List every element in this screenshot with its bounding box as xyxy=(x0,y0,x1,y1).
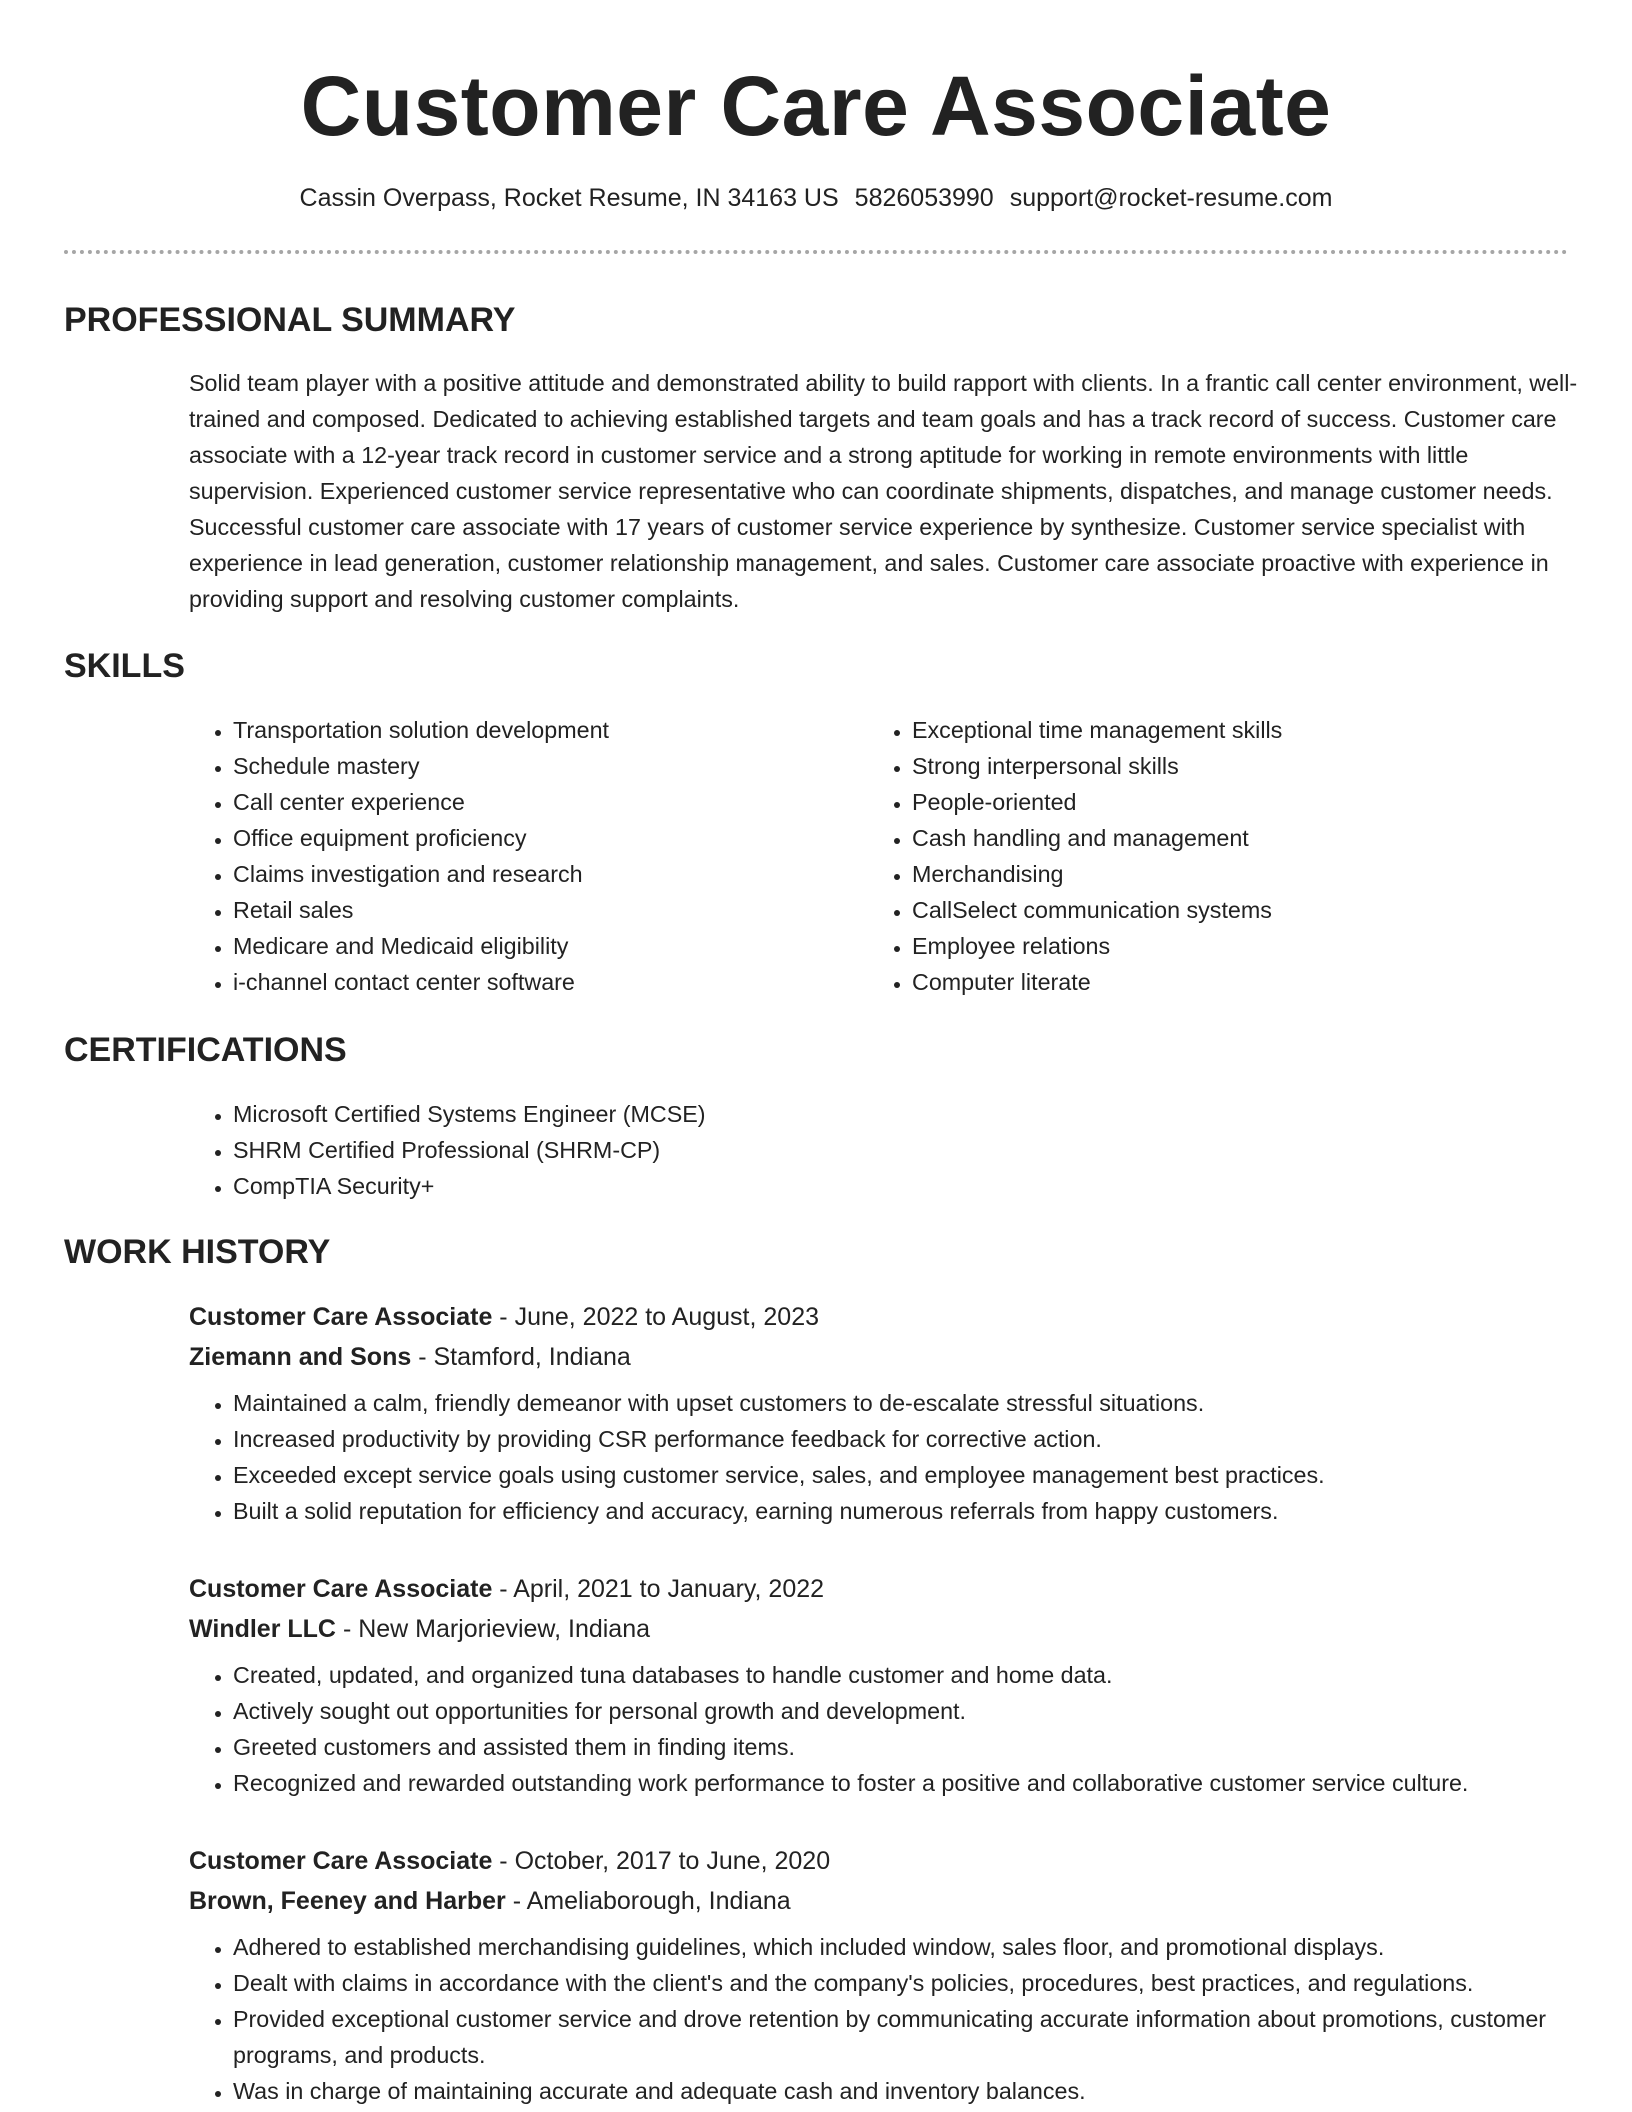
skill-item: • Retail sales xyxy=(233,892,839,928)
skill-item: • Cash handling and management xyxy=(912,820,1518,856)
job-bullet: • Provided exceptional customer service and drove retention by communicating accurate information about promotions, customer programs, and products. xyxy=(233,2001,1623,2073)
job-bullet: • Recognized and rewarded outstanding work performance to foster a positive and collaborative customer service culture. xyxy=(233,1765,1623,1801)
job-title: Customer Care Associate xyxy=(189,1303,493,1331)
job-bullet: • Created, updated, and organized tuna databases to handle customer and home data. xyxy=(233,1657,1623,1693)
job-bullets xyxy=(189,1929,1623,2109)
certifications-heading: CERTIFICATIONS xyxy=(64,1031,347,1069)
skill-item: • i-channel contact center software xyxy=(233,964,839,1000)
certifications-list xyxy=(189,1096,1189,1204)
skill-item: • Office equipment proficiency xyxy=(233,820,839,856)
job-company-line xyxy=(189,1881,1589,1921)
job-company-line xyxy=(189,1609,1589,1649)
skills-column-right xyxy=(868,712,1518,1000)
job-title-line xyxy=(189,1297,1589,1337)
skill-item: • Exceptional time management skills xyxy=(912,712,1518,748)
job-title: Customer Care Associate xyxy=(189,1575,493,1603)
skills-heading: SKILLS xyxy=(64,647,185,685)
job-company-line xyxy=(189,1337,1589,1377)
header-divider xyxy=(64,250,1568,254)
contact-email: support@rocket-resume.com xyxy=(1009,184,1333,212)
skills-list-left xyxy=(189,712,839,1000)
skill-item: • Medicare and Medicaid eligibility xyxy=(233,928,839,964)
job-location: - Stamford, Indiana xyxy=(411,1343,631,1371)
contact-line xyxy=(0,181,1632,215)
summary-heading: PROFESSIONAL SUMMARY xyxy=(64,301,516,339)
skills-column-left xyxy=(189,712,839,1000)
contact-address: Cassin Overpass, Rocket Resume, IN 34163 US xyxy=(299,184,839,212)
job-bullets xyxy=(189,1657,1623,1801)
skills-list-right xyxy=(868,712,1518,1000)
job-dates: - April, 2021 to January, 2022 xyxy=(492,1575,825,1603)
skill-item: • Claims investigation and research xyxy=(233,856,839,892)
job-location: - New Marjorieview, Indiana xyxy=(336,1615,651,1643)
job-bullet: • Increased productivity by providing CSR performance feedback for corrective action. xyxy=(233,1421,1623,1457)
skill-item: • People-oriented xyxy=(912,784,1518,820)
skill-item: • Transportation solution development xyxy=(233,712,839,748)
contact-phone: 5826053990 xyxy=(854,184,994,212)
skill-item: • Computer literate xyxy=(912,964,1518,1000)
job-title-line xyxy=(189,1841,1589,1881)
job-bullets xyxy=(189,1385,1623,1529)
skill-item: • Strong interpersonal skills xyxy=(912,748,1518,784)
certification-item: • CompTIA Security+ xyxy=(233,1168,1189,1204)
certifications-block xyxy=(189,1096,1189,1204)
job-bullet: • Maintained a calm, friendly demeanor with upset customers to de-escalate stressful situations. xyxy=(233,1385,1623,1421)
job-bullet: • Greeted customers and assisted them in finding items. xyxy=(233,1729,1623,1765)
job-company: Windler LLC xyxy=(189,1615,336,1643)
job-entry xyxy=(189,1569,1589,1801)
job-entry xyxy=(189,1297,1589,1529)
summary-text: Solid team player with a positive attitude and demonstrated ability to build rapport with clients. In a frantic call center environment, well-trained and composed. Dedicated to achieving established targets and team goals and has a track record of success. Customer care associate with a 12-year track record in customer service and a strong aptitude for working in remote environments with little supervision. Experienced customer service representative who can coordinate shipments, dispatches, and manage customer needs. Successful customer care associate with 17 years of customer service experience by synthesize. Customer service specialist with experience in lead generation, customer relationship management, and sales. Customer care associate proactive with experience in providing support and resolving customer complaints. xyxy=(189,370,1578,612)
job-entry xyxy=(189,1841,1589,2109)
job-title: Customer Care Associate xyxy=(189,1847,493,1875)
job-bullet: • Exceeded except service goals using customer service, sales, and employee management best practices. xyxy=(233,1457,1623,1493)
job-location: - Ameliaborough, Indiana xyxy=(505,1887,791,1915)
certification-item: • SHRM Certified Professional (SHRM-CP) xyxy=(233,1132,1189,1168)
skill-item: • CallSelect communication systems xyxy=(912,892,1518,928)
resume-name-title: Customer Care Associate xyxy=(300,59,1332,153)
job-bullet: • Actively sought out opportunities for personal growth and development. xyxy=(233,1693,1623,1729)
skill-item: • Employee relations xyxy=(912,928,1518,964)
skill-item: • Call center experience xyxy=(233,784,839,820)
job-bullet: • Was in charge of maintaining accurate and adequate cash and inventory balances. xyxy=(233,2073,1623,2109)
job-bullet: • Adhered to established merchandising guidelines, which included window, sales floor, and promotional displays. xyxy=(233,1929,1623,1965)
job-bullet: • Built a solid reputation for efficiency and accuracy, earning numerous referrals from happy customers. xyxy=(233,1493,1623,1529)
job-company: Brown, Feeney and Harber xyxy=(189,1887,506,1915)
work-history-heading: WORK HISTORY xyxy=(64,1233,331,1271)
skill-item: • Merchandising xyxy=(912,856,1518,892)
certification-item: • Microsoft Certified Systems Engineer (MCSE) xyxy=(233,1096,1189,1132)
job-title-line xyxy=(189,1569,1589,1609)
job-dates: - June, 2022 to August, 2023 xyxy=(492,1303,819,1331)
skill-item: • Schedule mastery xyxy=(233,748,839,784)
job-bullet: • Dealt with claims in accordance with the client's and the company's policies, procedures, best practices, and regulations. xyxy=(233,1965,1623,2001)
job-company: Ziemann and Sons xyxy=(189,1343,412,1371)
job-dates: - October, 2017 to June, 2020 xyxy=(492,1847,831,1875)
